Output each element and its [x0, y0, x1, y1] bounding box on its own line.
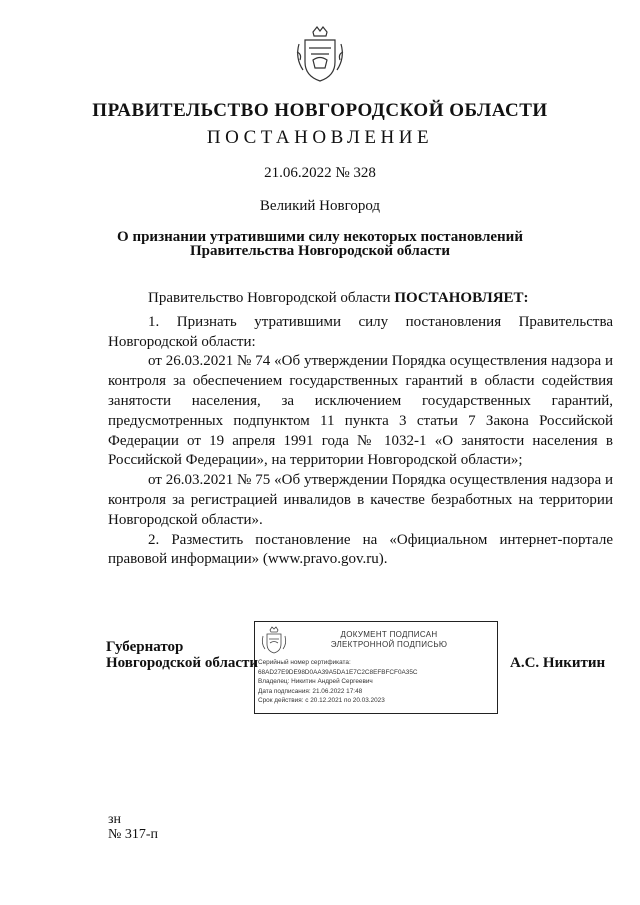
- coat-of-arms-icon: [293, 24, 347, 84]
- stamp-serial: 68AD27E9DE98D0AA39A5DA1E7C2C8EFBFCF0A35C: [258, 668, 418, 676]
- stamp-serial-label: Серийный номер сертификата:: [258, 659, 351, 666]
- document-date-number: 21.06.2022 № 328: [264, 165, 376, 181]
- electronic-signature-stamp: [254, 621, 498, 714]
- document-city: Великий Новгород: [259, 198, 381, 214]
- stamp-coat-of-arms-icon: [260, 626, 288, 654]
- footer-number: № 317-п: [108, 827, 159, 842]
- document-body: [108, 289, 613, 570]
- decree-keyword: ПОСТАНОВЛЯЕТ:: [394, 290, 529, 306]
- item-1b: от 26.03.2021 № 75 «Об утверждении Порядка осуществления надзора и контроля за регистрацией инвалидов в качестве безработных на территории Новгородской области».: [108, 472, 613, 528]
- subject-line-1: О признании утратившими силу некоторых постановлений: [117, 229, 523, 245]
- document-type: ПОСТАНОВЛЕНИЕ: [206, 127, 434, 148]
- stamp-owner: Владелец: Никитин Андрей Сергеевич: [258, 678, 373, 686]
- document-footer: [108, 812, 158, 842]
- signatory-title-line-2: Новгородской области: [106, 655, 259, 671]
- item-1a: от 26.03.2021 № 74 «Об утверждении Порядка осуществления надзора и контроля за обеспечением государственных гарантий в области содействия занятости населения, за исключением государственных гарантий, предусмотренных подпунктом 11 пункта 3 статьи 7 Закона Российской Федерации от 19 апреля 1991 года № 1032-1 «О занятости населения в Российской Федерации», на территории Новгородской области»;: [108, 353, 613, 469]
- stamp-details: [258, 658, 496, 706]
- intro-text: Правительство Новгородской области: [148, 290, 395, 306]
- stamp-signed-date: Дата подписания: 21.06.2022 17:48: [258, 687, 363, 695]
- document-subject: [0, 230, 640, 258]
- footer-initials: зн: [108, 812, 122, 827]
- signatory-title: [106, 639, 258, 671]
- government-title: ПРАВИТЕЛЬСТВО НОВГОРОДСКОЙ ОБЛАСТИ: [92, 100, 548, 121]
- intro-paragraph: [108, 289, 613, 309]
- stamp-heading-line-1: ДОКУМЕНТ ПОДПИСАН: [340, 630, 438, 639]
- stamp-heading: [289, 630, 489, 650]
- subject-line-2: Правительства Новгородской области: [189, 243, 451, 259]
- item-2: 2. Разместить постановление на «Официальном интернет-портале правовой информации» (www.pravo.gov.ru).: [108, 531, 613, 568]
- stamp-heading-line-2: ЭЛЕКТРОННОЙ ПОДПИСЬЮ: [330, 640, 448, 649]
- signatory-name: А.С. Никитин: [510, 655, 606, 671]
- signatory-title-line-1: Губернатор: [106, 639, 184, 655]
- stamp-validity: Срок действия: с 20.12.2021 по 20.03.2023: [258, 697, 385, 705]
- item-1: 1. Признать утратившими силу постановления Правительства Новгородской области:: [108, 313, 613, 350]
